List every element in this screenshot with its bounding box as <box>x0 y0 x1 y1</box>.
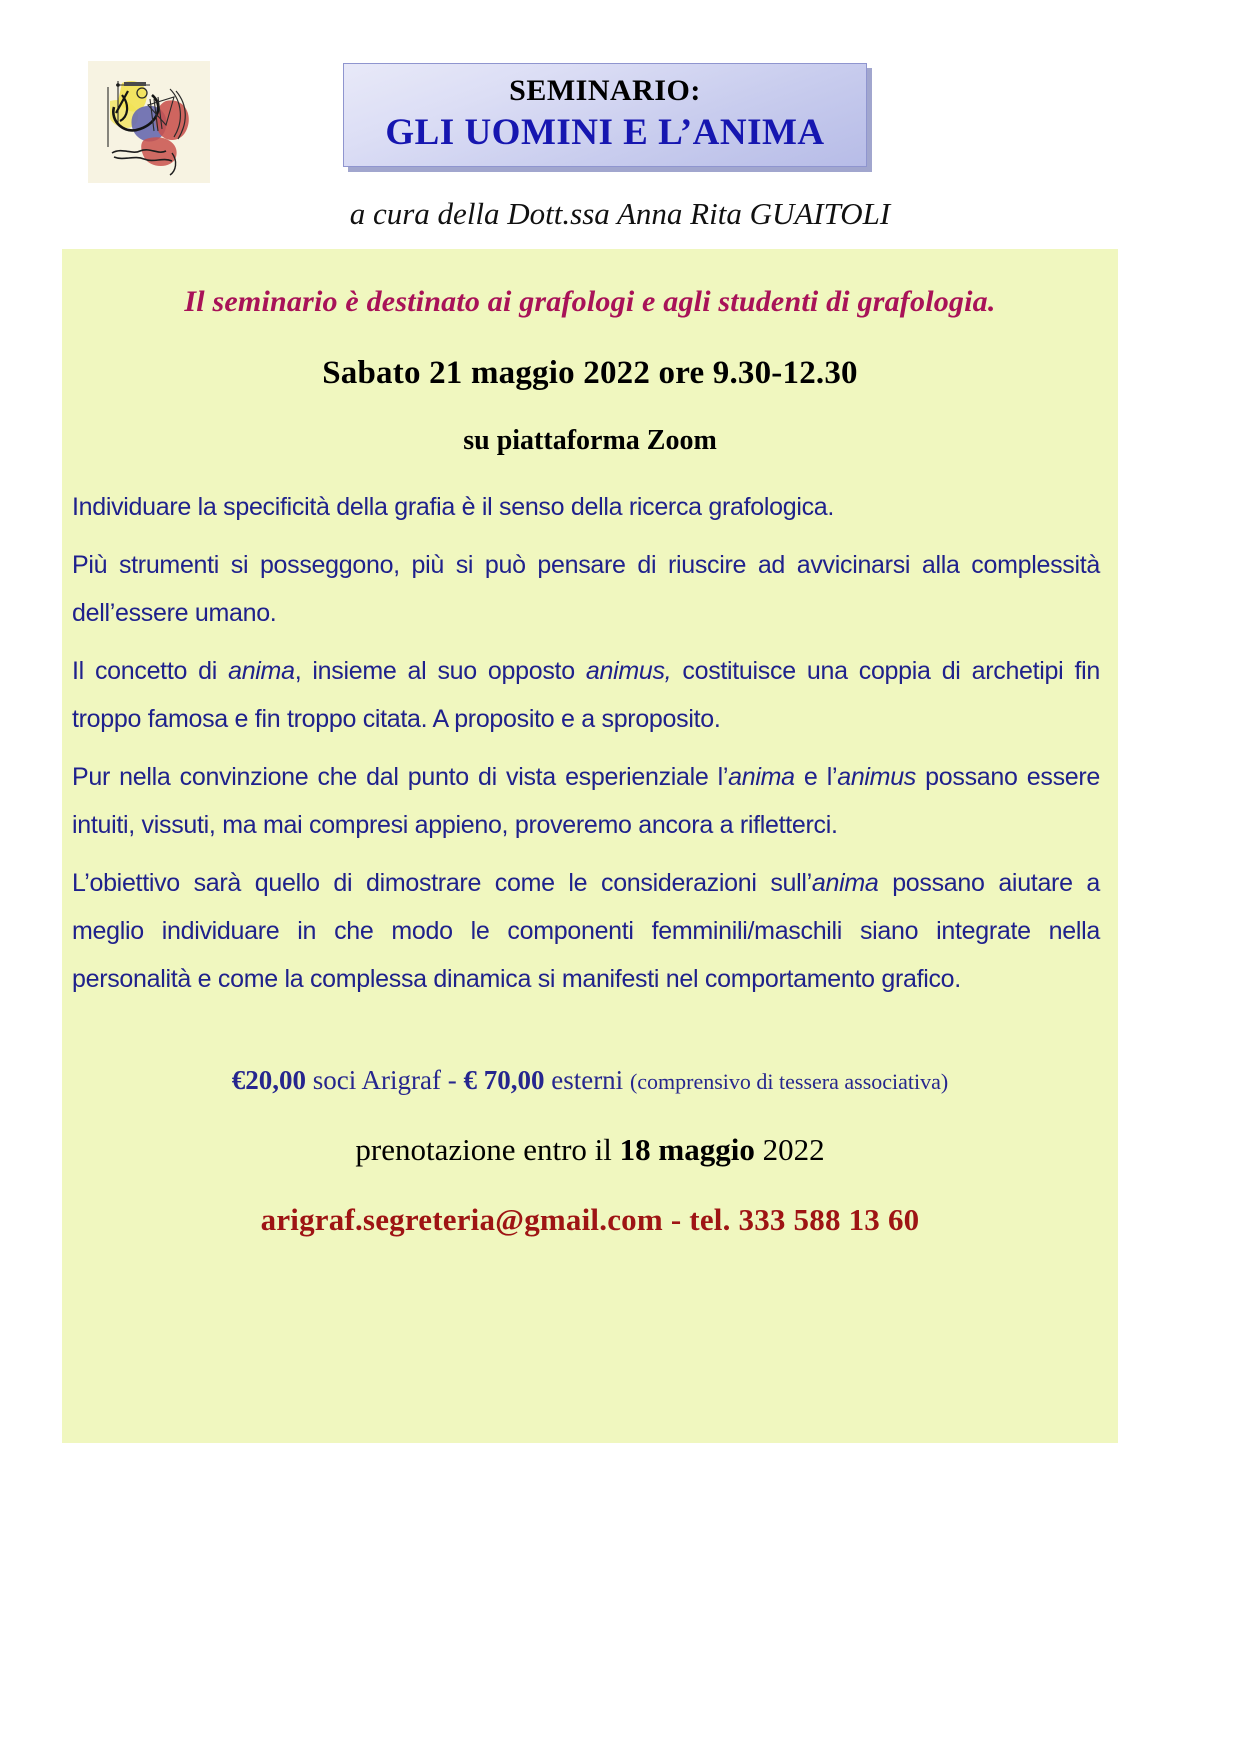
seminar-title: GLI UOMINI E L’ANIMA <box>385 111 825 153</box>
fee-note: (comprensivo di tessera associativa) <box>629 1069 949 1094</box>
booking-suffix: 2022 <box>754 1132 825 1167</box>
p5-part-a: L’obiettivo sarà quello di dimostrare come le considerazioni sull’ <box>72 869 812 897</box>
platform-line: su piattaforma Zoom <box>463 425 717 456</box>
content-panel <box>62 249 1118 1443</box>
fee-external-label: esterni <box>544 1065 630 1095</box>
abstract-artwork-icon <box>88 61 210 183</box>
p3-part-b: , insieme al suo opposto <box>294 657 586 685</box>
p5-part-b: possano aiutare a meglio individuare in che modo le componenti femminili/maschili siano integrate nella personalità e come la complessa dinamica si manifesti nel comportamento grafico. <box>72 869 1100 993</box>
booking-deadline-date: 18 maggio <box>619 1132 755 1167</box>
p4-part-c: possano essere intuiti, vissuti, ma mai compresi appieno, proveremo ancora a rifletterci. <box>72 763 1101 839</box>
p3-italic-anima: anima <box>228 657 295 685</box>
fee-members-price: €20,00 <box>231 1065 307 1095</box>
contact-line: arigraf.segreteria@gmail.com - tel. 333 588 13 60 <box>260 1202 920 1237</box>
paragraph-4 <box>72 753 1100 849</box>
poster-header <box>0 0 1240 231</box>
p3-part-a: Il concetto di <box>72 657 229 685</box>
fees-line <box>62 1065 1118 1096</box>
date-time-line: Sabato 21 maggio 2022 ore 9.30-12.30 <box>322 355 858 391</box>
paragraph-2: Più strumenti si posseggono, più si può pensare di riuscire ad avvicinarsi alla complessità dell’essere umano. <box>72 551 1100 627</box>
p3-italic-animus: animus, <box>585 657 672 685</box>
p4-part-a: Pur nella convinzione che dal punto di vista esperienziale l’ <box>72 763 729 791</box>
audience-headline: Il seminario è destinato ai grafologi e agli studenti di grafologia. <box>184 285 996 318</box>
p5-italic-anima: anima <box>811 869 879 897</box>
paragraph-5 <box>72 859 1100 1003</box>
p3-part-c: costituisce una coppia di archetipi fin troppo famosa e fin troppo citata. A proposito e a sproposito. <box>72 657 1100 733</box>
p4-italic-animus: animus <box>837 763 917 791</box>
booking-prefix: prenotazione entro il <box>355 1132 620 1167</box>
paragraph-3 <box>72 647 1100 743</box>
arigraf-logo <box>88 61 210 183</box>
fee-external-price: € 70,00 <box>463 1065 545 1095</box>
p4-part-b: e l’ <box>794 763 838 791</box>
body-text-block <box>62 483 1118 1003</box>
fee-members-label: soci Arigraf - <box>306 1065 464 1095</box>
paragraph-1: Individuare la specificità della grafia è il senso della ricerca grafologica. <box>72 493 835 521</box>
seminar-label: SEMINARIO: <box>509 74 701 108</box>
seminar-title-banner <box>343 63 867 167</box>
p4-italic-anima: anima <box>728 763 795 791</box>
booking-deadline-line <box>62 1132 1118 1168</box>
seminar-presenter: a cura della Dott.ssa Anna Rita GUAITOLI <box>349 196 891 231</box>
